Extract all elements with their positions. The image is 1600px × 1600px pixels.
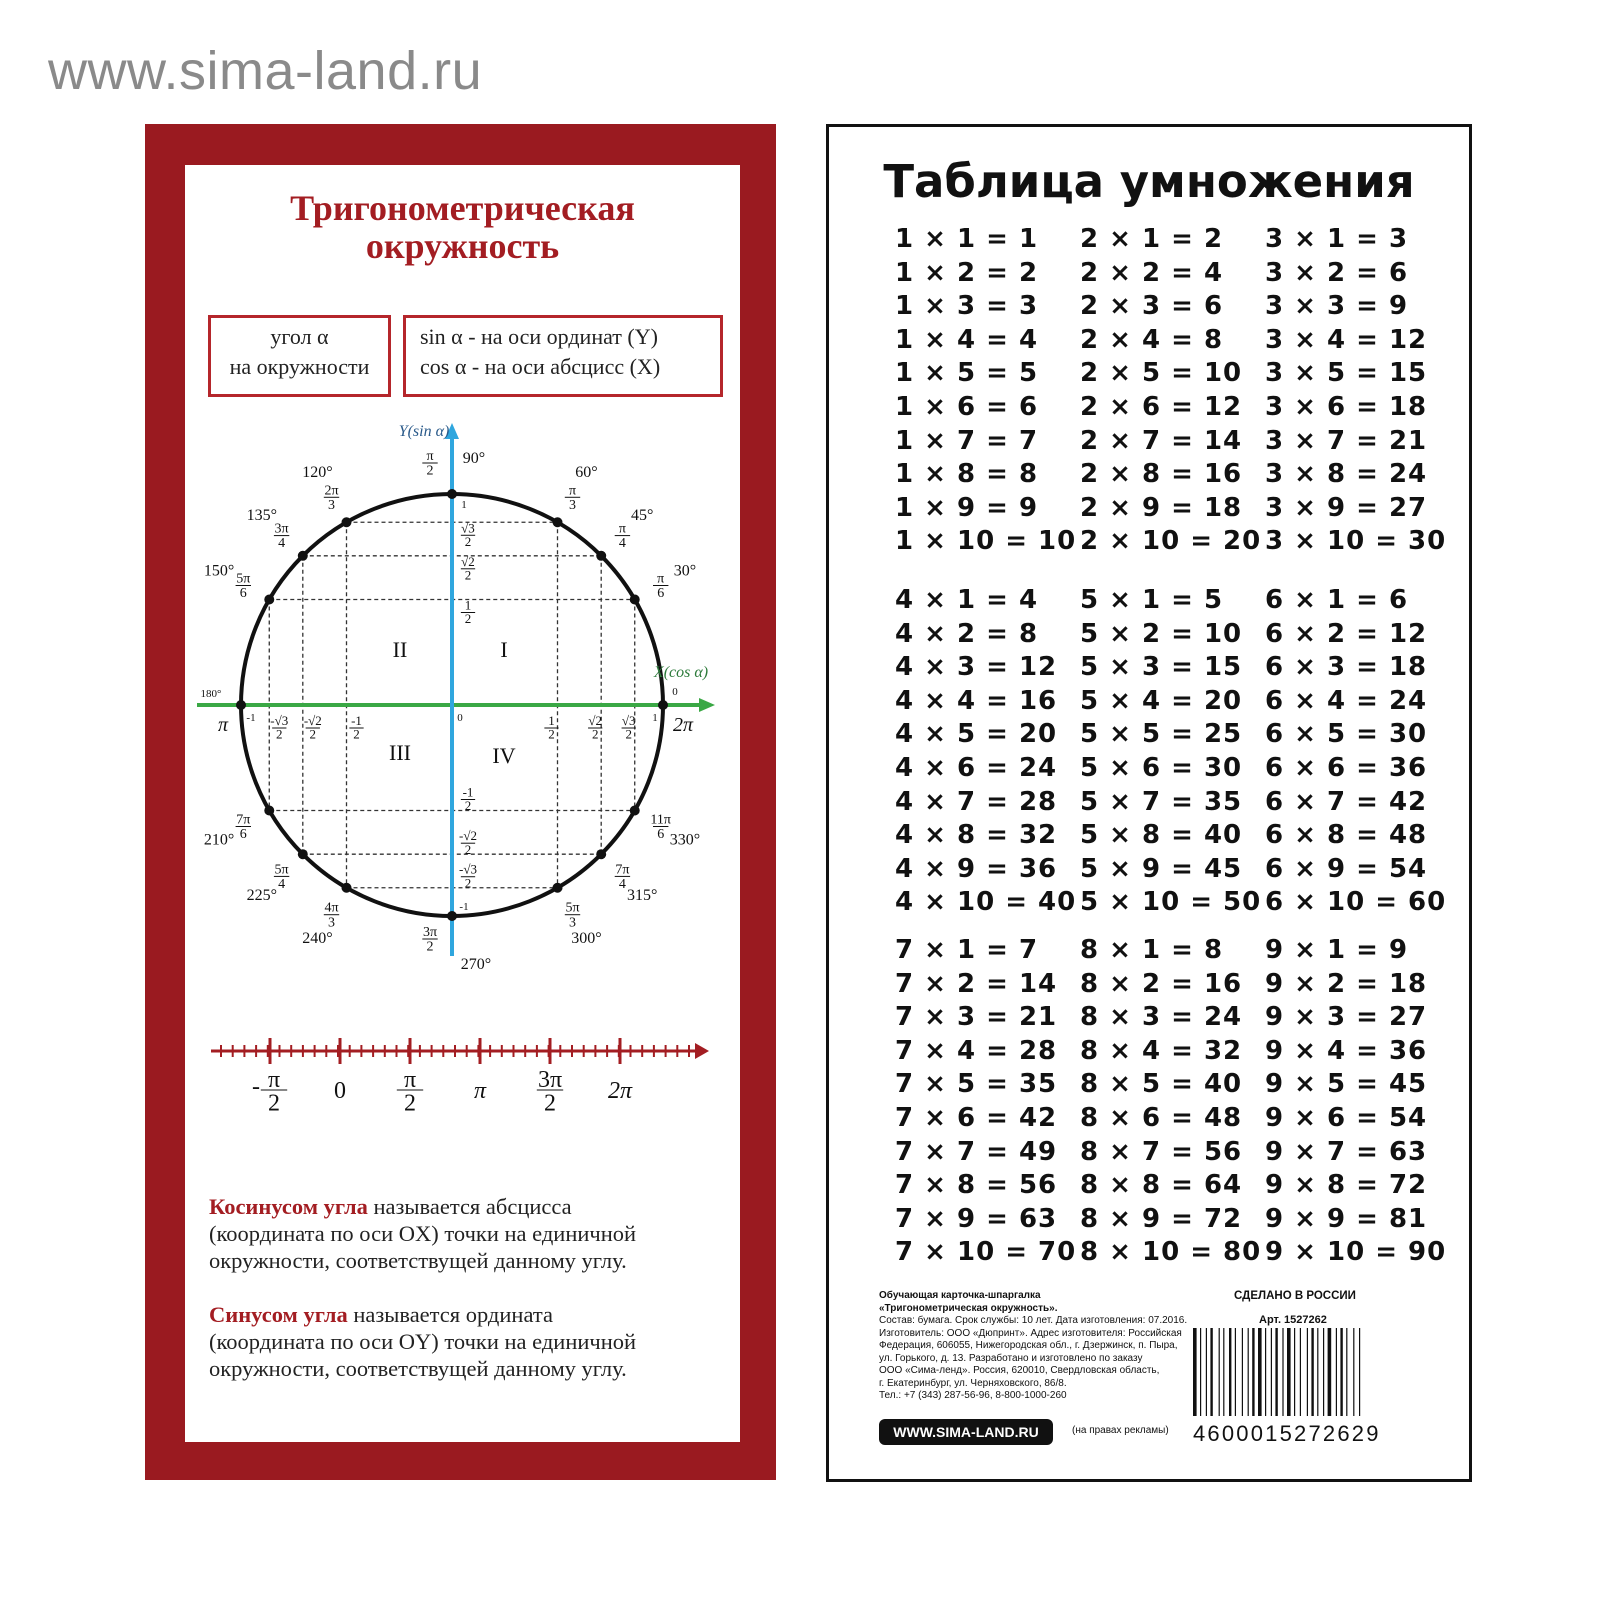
product-detail-line: Тел.: +7 (343) 287-56-96, 8-800-1000-260: [879, 1390, 1067, 1401]
denominator: 2: [426, 939, 434, 955]
barcode-bar: [1307, 1328, 1308, 1416]
numerator: 4π: [324, 900, 339, 916]
number-line-label: 2π: [607, 1078, 633, 1104]
multiplication-row: 7 × 2 = 14: [895, 968, 1058, 999]
circle-point: [342, 517, 352, 527]
numerator: -√3: [459, 861, 477, 877]
numerator: √2: [461, 553, 475, 569]
radian-label: [422, 925, 437, 955]
barcode-bar: [1265, 1328, 1266, 1416]
multiplication-row: 4 × 8 = 32: [895, 820, 1058, 851]
product-detail-line: ООО «Сима-ленд». Россия, 620010, Свердловская область,: [879, 1365, 1160, 1376]
denominator: 2: [464, 841, 472, 857]
multiplication-row: 5 × 1 = 5: [1080, 585, 1224, 615]
product-detail-line: Состав: бумага. Срок службы: 10 лет. Дата изготовления: 07.2016.: [879, 1315, 1188, 1326]
numerator: 3π: [422, 925, 438, 940]
multiplication-row: 7 × 7 = 49: [895, 1136, 1058, 1167]
barcode-number: 4600015272629: [1193, 1421, 1381, 1446]
degree-label: 0: [672, 686, 678, 698]
circle-point: [298, 849, 308, 859]
multiplication-row: 5 × 7 = 35: [1080, 786, 1243, 817]
multiplication-row: 9 × 8 = 72: [1265, 1170, 1428, 1201]
number-line-label: 0: [334, 1078, 346, 1104]
multiplication-row: 9 × 10 = 90: [1265, 1237, 1447, 1268]
minus-sign: -: [252, 1074, 260, 1100]
number-line-label: [397, 1067, 423, 1117]
multiplication-row: 8 × 8 = 64: [1080, 1170, 1243, 1201]
numerator: -1: [351, 713, 362, 728]
numerator: √2: [588, 713, 603, 728]
trig-card-content: [185, 165, 740, 1442]
barcode-bar: [1287, 1328, 1291, 1416]
numerator: 5π: [274, 862, 289, 878]
circle-point: [553, 883, 563, 893]
numerator: π: [657, 571, 665, 587]
multiplication-row: 8 × 1 = 8: [1080, 935, 1224, 965]
circle-point: [553, 517, 563, 527]
multiplication-row: 8 × 9 = 72: [1080, 1203, 1243, 1234]
denominator: 2: [268, 1090, 280, 1117]
multiplication-row: 5 × 8 = 40: [1080, 820, 1243, 851]
multiplication-row: 4 × 10 = 40: [895, 887, 1077, 918]
x-axis-value: [304, 713, 322, 742]
barcode-bar: [1210, 1328, 1212, 1416]
multiplication-row: 7 × 8 = 56: [895, 1170, 1058, 1201]
denominator: 3: [569, 915, 576, 931]
multiplication-row: 3 × 8 = 24: [1265, 459, 1428, 490]
denominator: 4: [618, 877, 626, 893]
degree-label: 90°: [462, 450, 486, 467]
radian-label: [324, 483, 339, 513]
multiplication-row: 7 × 4 = 28: [895, 1035, 1058, 1066]
x-axis-value: [622, 713, 636, 742]
multiplication-row: 6 × 7 = 42: [1265, 786, 1428, 817]
product-line2: «Тригонометрическая окружность».: [879, 1302, 1058, 1314]
numerator: π: [403, 1067, 417, 1093]
degree-label: 330°: [669, 831, 701, 849]
denominator: 2: [464, 798, 472, 814]
multiplication-row: 9 × 9 = 81: [1265, 1203, 1428, 1234]
denominator: 3: [328, 497, 335, 513]
denominator: 4: [278, 877, 286, 893]
multiplication-row: 2 × 6 = 12: [1080, 392, 1243, 422]
radian-label: [650, 813, 671, 843]
sine-def-line2: (координата по оси OY) точки на единичной: [209, 1329, 637, 1354]
numerator: 2π: [324, 483, 339, 499]
multiplication-row: 6 × 1 = 6: [1265, 585, 1409, 615]
multiplication-row: 8 × 3 = 24: [1080, 1002, 1243, 1033]
degree-label: 30°: [673, 562, 697, 580]
product-detail-line: г. Екатеринбург, ул. Черняховского, 86/8.: [879, 1377, 1067, 1389]
barcode-bar: [1282, 1328, 1283, 1416]
y-axis-value: [459, 862, 477, 891]
multiplication-row: 7 × 6 = 42: [895, 1103, 1058, 1133]
multiplication-row: 6 × 5 = 30: [1265, 719, 1428, 750]
barcode-bar: [1336, 1328, 1337, 1416]
cos-info-line: cos α - на оси абсцисс (X): [420, 354, 661, 379]
multiplication-row: 8 × 7 = 56: [1080, 1136, 1243, 1167]
denominator: 3: [328, 915, 335, 931]
multiplication-row: 9 × 1 = 9: [1265, 935, 1409, 965]
barcode-bar: [1235, 1328, 1236, 1416]
radian-label: [653, 572, 668, 602]
multiplication-row: 1 × 4 = 4: [895, 324, 1039, 355]
sin-info-line: sin α - на оси ординат (Y): [420, 324, 658, 349]
radian-label: [422, 449, 437, 479]
multiplication-table-card: [826, 124, 1472, 1482]
multiplication-row: 3 × 7 = 21: [1265, 425, 1428, 456]
product-detail-line: Федерация, 606055, Нижегородская обл., г. Дзержинск, п. Пыра,: [879, 1340, 1178, 1351]
x-axis-arrow: [699, 698, 715, 712]
multiplication-row: 4 × 5 = 20: [895, 719, 1058, 750]
y-axis-value: -1: [459, 901, 469, 913]
circle-point: [264, 595, 274, 605]
ad-note: (на правах рекламы): [1072, 1425, 1169, 1436]
y-axis-value: [461, 598, 475, 627]
cosine-definition: [209, 1193, 719, 1274]
barcode-bar: [1193, 1328, 1197, 1416]
multiplication-row: 5 × 10 = 50: [1080, 887, 1262, 918]
multiplication-row: 1 × 5 = 5: [895, 358, 1039, 389]
radian-label: [615, 522, 630, 552]
denominator: 2: [353, 726, 360, 742]
barcode-bar: [1252, 1328, 1254, 1416]
quadrant-label: IV: [492, 743, 516, 768]
multiplication-row: 2 × 9 = 18: [1080, 492, 1243, 523]
multiplication-row: 4 × 3 = 12: [895, 652, 1058, 683]
numerator: √3: [621, 713, 636, 728]
radian-label: 2π: [672, 714, 694, 736]
multiplication-row: 9 × 7 = 63: [1265, 1136, 1428, 1167]
multiplication-row: 9 × 4 = 36: [1265, 1035, 1428, 1066]
degree-label: 150°: [203, 562, 235, 580]
multiplication-row: 5 × 2 = 10: [1080, 618, 1243, 649]
multiplication-row: 7 × 5 = 35: [895, 1069, 1058, 1100]
sine-def-line1: называется ордината: [353, 1302, 553, 1327]
multiplication-row: 1 × 6 = 6: [895, 392, 1039, 422]
barcode-bar: [1229, 1328, 1231, 1416]
y-axis-label: Y(sin α): [398, 423, 450, 440]
denominator: 6: [657, 827, 665, 843]
radian-label: [236, 572, 251, 602]
multiplication-row: 4 × 6 = 24: [895, 753, 1058, 783]
multiplication-row: 3 × 6 = 18: [1265, 392, 1428, 422]
multiplication-row: 3 × 5 = 15: [1265, 358, 1428, 389]
multiplication-row: 1 × 2 = 2: [895, 257, 1039, 288]
denominator: 2: [464, 611, 472, 627]
quadrant-label: I: [500, 637, 508, 662]
product-line1: Обучающая карточка-шпаргалка: [879, 1290, 1041, 1301]
cosine-def-line2: (координата по оси OX) точки на единичной: [209, 1221, 637, 1246]
numerator: -1: [462, 784, 474, 800]
number-line-arrow: [695, 1043, 709, 1059]
multiplication-row: 7 × 3 = 21: [895, 1002, 1058, 1033]
circle-point: [447, 489, 457, 499]
multiplication-row: 6 × 4 = 24: [1265, 685, 1428, 716]
product-details: [879, 1315, 1187, 1403]
numerator: 5π: [236, 571, 251, 587]
multiplication-row: 8 × 6 = 48: [1080, 1103, 1243, 1133]
barcode-bar: [1328, 1328, 1332, 1416]
multiplication-row: 2 × 3 = 6: [1080, 291, 1224, 322]
numerator: -√2: [303, 713, 322, 728]
denominator: 4: [618, 536, 626, 552]
circle-point: [236, 700, 246, 710]
barcode-bar: [1275, 1328, 1277, 1416]
barcode-bar: [1340, 1328, 1342, 1416]
denominator: 2: [464, 533, 472, 549]
numerator: π: [618, 521, 626, 537]
barcode-bar: [1219, 1328, 1220, 1416]
x-axis-value: [544, 713, 558, 742]
degree-label: 210°: [203, 831, 235, 849]
multiplication-row: 7 × 1 = 7: [895, 935, 1039, 965]
degree-label: 225°: [246, 887, 277, 905]
number-line: [211, 1038, 709, 1117]
numerator: 7π: [615, 862, 630, 878]
barcode-bar: [1359, 1328, 1360, 1416]
product-detail-line: Изготовитель: ООО «Дюпринт». Адрес изготовителя: Российская: [879, 1327, 1182, 1339]
barcode-bar: [1223, 1328, 1224, 1416]
x-axis-label: X(cos α): [653, 664, 709, 681]
denominator: 4: [278, 536, 286, 552]
multiplication-row: 1 × 1 = 1: [895, 224, 1039, 254]
radian-label: [565, 483, 580, 513]
angle-info-line1: угол α: [270, 324, 329, 349]
trig-title-line1: Тригонометрическая: [290, 188, 635, 228]
number-line-label: [252, 1067, 287, 1117]
denominator: 2: [548, 726, 555, 742]
multiplication-row: 8 × 4 = 32: [1080, 1035, 1243, 1066]
site-link-badge[interactable]: WWW.SIMA-LAND.RU: [879, 1419, 1053, 1445]
barcode-bar: [1323, 1328, 1324, 1416]
radian-label: π: [217, 714, 229, 736]
multiplication-row: 5 × 3 = 15: [1080, 652, 1243, 683]
circle-point: [630, 806, 640, 816]
multiplication-row: 4 × 9 = 36: [895, 853, 1058, 884]
y-axis-value: [461, 554, 475, 583]
y-axis-value: [461, 520, 475, 549]
multiplication-row: 7 × 10 = 70: [895, 1237, 1077, 1268]
x-axis-value: [349, 713, 363, 742]
unit-circle-diagram: [185, 165, 740, 1145]
barcode: [1191, 1328, 1403, 1420]
degree-label: 300°: [571, 929, 602, 947]
site-watermark: www.sima-land.ru: [48, 41, 483, 101]
denominator: 2: [426, 463, 434, 479]
numerator: 7π: [236, 812, 251, 828]
barcode-bar: [1300, 1328, 1301, 1416]
numerator: -√2: [459, 828, 477, 844]
x-axis-value: [270, 713, 288, 742]
denominator: 3: [569, 497, 576, 513]
multiplication-row: 6 × 8 = 48: [1265, 820, 1428, 851]
radian-label: [324, 901, 339, 931]
barcode-bar: [1206, 1328, 1207, 1416]
multiplication-row: 6 × 3 = 18: [1265, 652, 1428, 683]
radian-label: [236, 813, 251, 843]
multiplication-row: 4 × 4 = 16: [895, 685, 1058, 716]
multiplication-row: 6 × 9 = 54: [1265, 853, 1428, 884]
multiplication-row: 3 × 4 = 12: [1265, 324, 1428, 355]
number-line-label: [537, 1067, 563, 1117]
multiplication-row: 5 × 6 = 30: [1080, 753, 1243, 783]
multiplication-row: 3 × 10 = 30: [1265, 526, 1447, 557]
denominator: 2: [464, 567, 472, 583]
multiplication-row: 9 × 6 = 54: [1265, 1103, 1428, 1133]
radian-label: [565, 901, 580, 931]
numerator: 1: [464, 597, 472, 613]
denominator: 2: [625, 726, 632, 742]
barcode-bar: [1271, 1328, 1272, 1416]
quadrant-label: II: [392, 637, 408, 662]
circle-point: [447, 911, 457, 921]
denominator: 2: [464, 875, 472, 891]
circle-point: [658, 700, 668, 710]
barcode-bar: [1258, 1328, 1262, 1416]
multiplication-row: 4 × 1 = 4: [895, 585, 1039, 615]
denominator: 2: [276, 726, 283, 742]
barcode-bar: [1353, 1328, 1354, 1416]
x-axis-value: 1: [652, 712, 658, 724]
product-info: [879, 1290, 1187, 1403]
denominator: 2: [591, 726, 599, 742]
trig-circle-card: [145, 124, 776, 1480]
circle-point: [596, 551, 606, 561]
multiplication-row: 4 × 2 = 8: [895, 618, 1039, 649]
circle-point: [298, 551, 308, 561]
denominator: 2: [309, 726, 317, 742]
degree-label: 270°: [460, 956, 492, 973]
multiplication-row: 3 × 1 = 3: [1265, 224, 1409, 254]
circle-point: [596, 849, 606, 859]
barcode-bar: [1311, 1328, 1313, 1416]
numerator: √3: [461, 520, 475, 536]
y-axis-value: [459, 828, 477, 857]
circle-point: [264, 806, 274, 816]
numerator: 1: [548, 713, 555, 728]
degree-label: 180°: [200, 688, 222, 700]
denominator: 2: [404, 1090, 416, 1117]
denominator: 2: [544, 1090, 556, 1117]
multiplication-row: 7 × 9 = 63: [895, 1203, 1058, 1234]
denominator: 6: [657, 586, 665, 602]
multiplication-row: 8 × 10 = 80: [1080, 1237, 1262, 1268]
degree-label: 120°: [302, 464, 333, 482]
multiplication-row: 2 × 5 = 10: [1080, 358, 1243, 389]
multiplication-row: 9 × 3 = 27: [1265, 1002, 1428, 1033]
product-detail-line: ул. Горького, д. 13. Разработано и изготовлено по заказу: [879, 1352, 1143, 1364]
multiplication-row: 3 × 2 = 6: [1265, 257, 1409, 288]
denominator: 6: [239, 586, 247, 602]
multiplication-row: 8 × 2 = 16: [1080, 968, 1243, 999]
x-axis-value: [588, 713, 602, 742]
multiplication-row: 5 × 9 = 45: [1080, 853, 1243, 884]
cosine-term: Косинусом угла: [209, 1194, 368, 1219]
numerator: 3π: [274, 521, 289, 537]
multiplication-row: 3 × 3 = 9: [1265, 291, 1409, 322]
numerator: 11π: [650, 812, 671, 828]
radian-label: [274, 522, 289, 552]
origin-label: 0: [457, 712, 463, 724]
trig-title-line2: окружность: [365, 226, 560, 266]
sine-definition: [209, 1301, 719, 1382]
multiplication-row: 3 × 9 = 27: [1265, 492, 1428, 523]
degree-label: 60°: [575, 464, 598, 482]
multiplication-row: 8 × 5 = 40: [1080, 1069, 1243, 1100]
degree-label: 135°: [246, 506, 277, 524]
barcode-bar: [1346, 1328, 1347, 1416]
number-line-label: π: [473, 1078, 487, 1104]
barcode-bar: [1248, 1328, 1249, 1416]
multiplication-row: 1 × 7 = 7: [895, 425, 1039, 456]
multiplication-row: 6 × 6 = 36: [1265, 753, 1428, 783]
multiplication-row: 5 × 4 = 20: [1080, 685, 1243, 716]
multiplication-row: 1 × 9 = 9: [895, 492, 1039, 523]
numerator: 5π: [565, 900, 580, 916]
numerator: π: [267, 1067, 281, 1093]
multiplication-row: 4 × 7 = 28: [895, 786, 1058, 817]
multiplication-row: 2 × 8 = 16: [1080, 459, 1243, 490]
multiplication-row: 2 × 4 = 8: [1080, 324, 1224, 355]
y-axis-value: 1: [461, 499, 467, 511]
numerator: 3π: [537, 1067, 563, 1093]
barcode-bar: [1317, 1328, 1318, 1416]
x-axis-value: -1: [246, 712, 256, 724]
numerator: -√3: [270, 713, 289, 728]
multiplication-row: 1 × 8 = 8: [895, 459, 1039, 490]
sine-def-line3: окружности, соответствущей данному углу.: [209, 1356, 627, 1381]
quadrant-label: III: [389, 740, 411, 765]
circle-point: [630, 595, 640, 605]
barcode-bar: [1294, 1328, 1295, 1416]
sine-term: Синусом угла: [209, 1302, 348, 1327]
multiplication-row: 2 × 1 = 2: [1080, 224, 1224, 254]
barcode-bar: [1242, 1328, 1243, 1416]
degree-label: 315°: [627, 887, 658, 905]
multiplication-row: 1 × 10 = 10: [895, 526, 1077, 557]
multiplication-row: 6 × 10 = 60: [1265, 887, 1447, 918]
multiplication-row: 9 × 2 = 18: [1265, 968, 1428, 999]
multiplication-title: Таблица умножения: [883, 155, 1415, 208]
multiplication-row: 2 × 7 = 14: [1080, 425, 1243, 456]
y-axis-value: [461, 785, 475, 814]
multiplication-row: 2 × 10 = 20: [1080, 526, 1262, 557]
multiplication-row: 2 × 2 = 4: [1080, 257, 1224, 288]
degree-label: 240°: [302, 929, 333, 947]
angle-info-line2: на окружности: [229, 354, 370, 379]
multiplication-row: 5 × 5 = 25: [1080, 719, 1243, 750]
degree-label: 45°: [631, 506, 654, 524]
barcode-bar: [1200, 1328, 1201, 1416]
circle-point: [342, 883, 352, 893]
cosine-def-line1: называется абсцисса: [373, 1194, 572, 1219]
article-number: Арт. 1527262: [1259, 1314, 1327, 1326]
numerator: π: [426, 449, 434, 464]
multiplication-row: 1 × 3 = 3: [895, 291, 1039, 322]
multiplication-row: 9 × 5 = 45: [1265, 1069, 1428, 1100]
denominator: 6: [239, 827, 247, 843]
cosine-def-line3: окружности, соответствущей данному углу.: [209, 1248, 627, 1273]
numerator: π: [568, 483, 577, 499]
multiplication-row: 6 × 2 = 12: [1265, 618, 1428, 649]
made-in-russia: СДЕЛАНО В РОССИИ: [1234, 1290, 1356, 1302]
